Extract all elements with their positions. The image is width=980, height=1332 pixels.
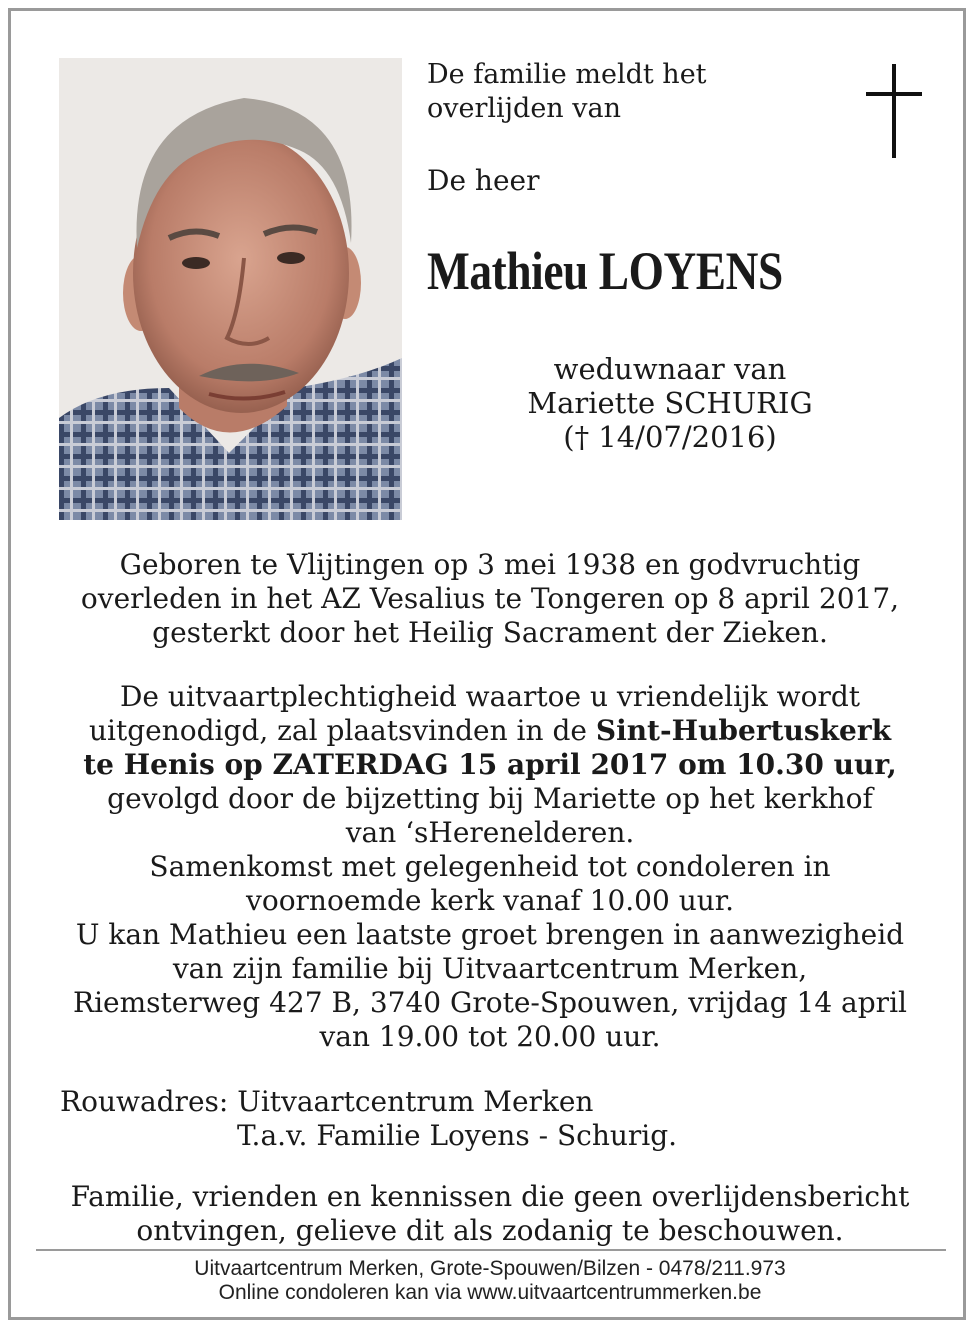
- intro-line-1: De familie meldt het: [427, 59, 707, 90]
- birth-line-1: Geboren te Vlijtingen op 3 mei 1938 en godvruchtig: [119, 548, 861, 581]
- ceremony-line-11: van 19.00 tot 20.00 uur.: [319, 1020, 661, 1053]
- footer-divider: [36, 1249, 946, 1251]
- deceased-name: Mathieu LOYENS: [427, 241, 783, 301]
- ceremony-line-2: [0, 714, 980, 748]
- honorific: De heer: [427, 164, 540, 197]
- spouse-death-date: († 14/07/2016): [563, 420, 777, 454]
- church-name: Sint-Hubertuskerk: [595, 714, 891, 747]
- footer: [0, 1257, 980, 1305]
- ceremony-line-10: Riemsterweg 427 B, 3740 Grote-Spouwen, vrijdag 14 april: [73, 986, 907, 1019]
- birth-line-2: overleden in het AZ Vesalius te Tongeren op 8 april 2017,: [80, 582, 900, 615]
- ceremony-line-2-text: uitgenodigd, zal plaatsvinden in de: [88, 714, 596, 747]
- ceremony-line-4: gevolgd door de bijzetting bij Mariette op het kerkhof: [107, 782, 873, 815]
- ceremony-line-5: van ‘sHerenelderen.: [345, 816, 635, 849]
- notice-line-1: Familie, vrienden en kennissen die geen overlijdensbericht: [70, 1180, 910, 1213]
- ceremony-line-7: voornoemde kerk vanaf 10.00 uur.: [246, 884, 734, 917]
- footer-website: Online condoleren kan via www.uitvaartcentrummerken.be: [218, 1281, 762, 1304]
- cross-icon: [866, 64, 922, 158]
- footer-contact: Uitvaartcentrum Merken, Grote-Spouwen/Bilzen - 0478/211.973: [194, 1257, 786, 1280]
- notice-line-2: ontvingen, gelieve dit als zodanig te beschouwen.: [136, 1214, 844, 1247]
- ceremony-date-text: te Henis op ZATERDAG 15 april 2017 om 10.30 uur,: [83, 748, 897, 781]
- birth-paragraph: [0, 548, 980, 650]
- intro-line-2: overlijden van: [427, 93, 622, 124]
- spouse-line-1: weduwnaar van: [553, 352, 787, 386]
- ceremony-paragraph: [0, 680, 980, 1054]
- spouse-name: Mariette SCHURIG: [527, 386, 813, 420]
- spouse-block: [330, 352, 980, 454]
- address-line-1: Rouwadres: Uitvaartcentrum Merken: [60, 1085, 594, 1118]
- ceremony-line-9: van zijn familie bij Uitvaartcentrum Merken,: [172, 952, 808, 985]
- ceremony-line-1: De uitvaartplechtigheid waartoe u vriendelijk wordt: [119, 680, 861, 713]
- intro-text: [427, 58, 707, 126]
- birth-line-3: gesterkt door het Heilig Sacrament der Zieken.: [152, 616, 828, 649]
- ceremony-line-8: U kan Mathieu een laatste groet brengen in aanwezigheid: [75, 918, 905, 951]
- notice-paragraph: [0, 1180, 980, 1248]
- ceremony-line-6: Samenkomst met gelegenheid tot condoleren in: [149, 850, 831, 883]
- ceremony-date: [0, 748, 980, 782]
- address-line-2: T.a.v. Familie Loyens - Schurig.: [237, 1119, 678, 1152]
